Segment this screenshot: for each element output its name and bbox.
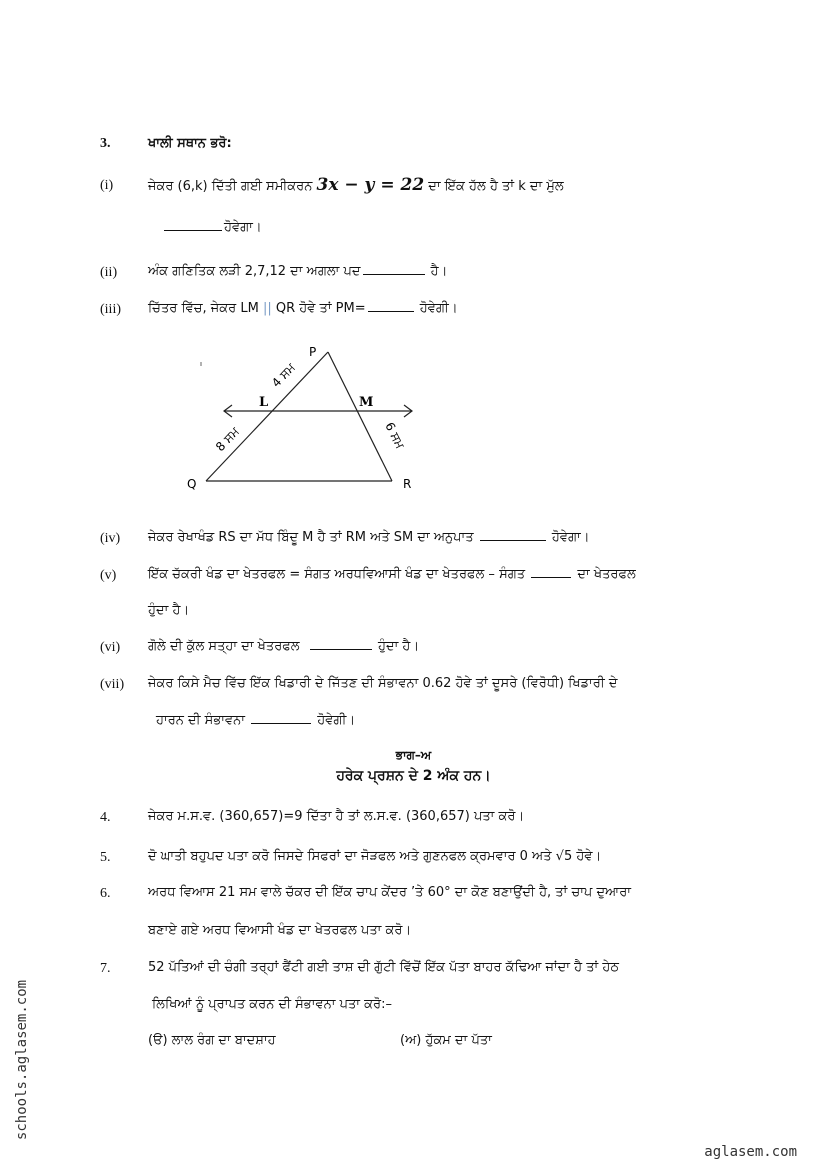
answer-blank (480, 539, 546, 541)
length-lq: 8 ਸਮ (212, 424, 242, 455)
label-l: L (259, 395, 269, 410)
item-text: ਹੋਵੇਗਾ। (224, 220, 262, 235)
question-number: 4. (100, 810, 111, 825)
item-text: ਅੰਕ ਗਣਿਤਿਕ ਲੜੀ 2,7,12 ਦਾ ਅਗਲਾ ਪਦ (148, 264, 361, 279)
answer-blank (531, 576, 571, 578)
label-p: P (309, 345, 317, 359)
item-v (148, 567, 636, 582)
item-vii: ਜੇਕਰ ਕਿਸੇ ਮੈਚ ਵਿੱਚ ਇੱਕ ਖਿਡਾਰੀ ਦੇ ਜਿੱਤਣ ਦੀ ਸੰਭਾਵਨਾ 0.62 ਹੋਵੇ ਤਾਂ ਦੂਸਰੇ (ਵਿਰੋਧੀ) ਖਿਡਾਰੀ ਦੇ (148, 676, 618, 691)
label-r: R (403, 477, 412, 491)
question-heading: ਖਾਲੀ ਸਥਾਨ ਭਰੋ: (148, 136, 232, 151)
item-label: (iii) (100, 302, 121, 317)
item-text: ਜੇਕਰ ਰੇਖਾਖੰਡ RS ਦਾ ਮੱਧ ਬਿੰਦੂ M ਹੈ ਤਾਂ RM ਅਤੇ SM ਦਾ ਅਨੁਪਾਤ (148, 530, 474, 545)
section-subtitle: ਹਰੇਕ ਪ੍ਰਸ਼ਨ ਦੇ 2 ਅੰਕ ਹਨ। (336, 768, 491, 784)
question-text-line2: ਲਿਖਿਆਂ ਨੂੰ ਪ੍ਰਾਪਤ ਕਰਨ ਦੀ ਸੰਭਾਵਨਾ ਪਤਾ ਕਰੋ:– (152, 997, 392, 1012)
item-text: ਹੋਵੇਗੀ। (419, 301, 458, 316)
parallel-symbol: || (262, 301, 272, 316)
question-text: ਜੇਕਰ ਮ.ਸ.ਵ. (360,657)=9 ਦਿੱਤਾ ਹੈ ਤਾਂ ਲ.ਸ.ਵ. (360,657) ਪਤਾ ਕਰੋ। (148, 809, 525, 824)
item-text: ਹੋਵੇਗਾ। (551, 530, 590, 545)
item-label: (vi) (100, 640, 121, 655)
side-pr (328, 352, 392, 481)
label-q: Q (187, 477, 197, 491)
length-pl: 4 ਸਮ (268, 360, 298, 391)
equation: 3x − y = 22 (316, 175, 425, 195)
item-iv (148, 530, 590, 545)
section-title: ਭਾਗ–ਅ (395, 748, 432, 762)
item-label: (i) (100, 178, 114, 193)
side-pq (206, 352, 328, 481)
question-number: 3. (100, 136, 111, 151)
footer-site: aglasem.com (704, 1144, 797, 1160)
answer-blank (251, 722, 311, 724)
question-text: 52 ਪੱਤਿਆਂ ਦੀ ਚੰਗੀ ਤਰ੍ਹਾਂ ਫੈਂਟੀ ਗਈ ਤਾਸ਼ ਦੀ ਗੁੱਟੀ ਵਿੱਚੋਂ ਇੱਕ ਪੱਤਾ ਬਾਹਰ ਕੱਢਿਆ ਜਾਂਦਾ ਹੈ ਤਾਂ ਹੇਠ (148, 960, 619, 975)
question-text-line2: ਬਣਾਏ ਗਏ ਅਰਧ ਵਿਆਸੀ ਖੰਡ ਦਾ ਖੇਤਰਫਲ ਪਤਾ ਕਰੋ। (148, 923, 412, 938)
question-number: 7. (100, 961, 111, 976)
item-text: ਦਾ ਇੱਕ ਹੱਲ ਹੈ ਤਾਂ k ਦਾ ਮੁੱਲ (428, 179, 564, 194)
item-text: ਦਾ ਖੇਤਰਫਲ (577, 567, 636, 582)
question-number: 6. (100, 886, 111, 901)
item-vi (148, 639, 419, 654)
length-mr: 6 ਸਮ (382, 420, 408, 451)
item-label: (v) (100, 568, 117, 583)
item-v-line2: ਹੁੰਦਾ ਹੈ। (148, 603, 190, 618)
triangle-figure (0, 0, 827, 520)
item-text: QR ਹੋਵੇ ਤਾਂ PM= (275, 301, 366, 316)
item-text: ਗੋਲੇ ਦੀ ਕੁੱਲ ਸਤ੍ਹਾ ਦਾ ਖੇਤਰਫਲ (148, 639, 300, 654)
item-text: ਹੁੰਦਾ ਹੈ। (377, 639, 420, 654)
label-m: M (359, 395, 374, 410)
item-text: ਚਿੱਤਰ ਵਿੱਚ, ਜੇਕਰ LM (148, 301, 259, 316)
item-label: (vii) (100, 677, 125, 692)
item-label: (iv) (100, 531, 121, 546)
item-text: ਹੋਵੇਗੀ। (317, 713, 356, 728)
watermark: schools.aglasem.com (14, 979, 30, 1141)
item-vii-line2 (156, 713, 355, 728)
option-b: (ਅ) ਹੁੱਕਮ ਦਾ ਪੱਤਾ (400, 1033, 492, 1048)
item-text: ਹਾਰਨ ਦੀ ਸੰਭਾਵਨਾ (156, 713, 245, 728)
question-number: 5. (100, 850, 111, 865)
item-text: ਹੈ। (430, 264, 448, 279)
option-a: (ੳ) ਲਾਲ ਰੰਗ ਦਾ ਬਾਦਸ਼ਾਹ (148, 1033, 276, 1048)
question-text: ਦੋ ਘਾਤੀ ਬਹੁਪਦ ਪਤਾ ਕਰੋ ਜਿਸਦੇ ਸਿਫਰਾਂ ਦਾ ਜੋੜਫਲ ਅਤੇ ਗੁਣਨਫਲ ਕ੍ਰਮਵਾਰ 0 ਅਤੇ √5 ਹੋਵੇ। (148, 849, 602, 864)
item-label: (ii) (100, 265, 118, 280)
item-text: ਇੱਕ ਚੱਕਰੀ ਖੰਡ ਦਾ ਖੇਤਰਫਲ = ਸੰਗਤ ਅਰਧਵਿਆਸੀ ਖੰਡ ਦਾ ਖੇਤਰਫਲ – ਸੰਗਤ (148, 567, 526, 582)
question-text: ਅਰਧ ਵਿਆਸ 21 ਸਮ ਵਾਲੇ ਚੱਕਰ ਦੀ ਇੱਕ ਚਾਪ ਕੇਂਦਰ ’ਤੇ 60° ਦਾ ਕੋਣ ਬਣਾਉਂਦੀ ਹੈ, ਤਾਂ ਚਾਪ ਦੁਆਰਾ (148, 885, 631, 900)
item-text: ਜੇਕਰ (6,k) ਦਿੱਤੀ ਗਈ ਸਮੀਕਰਨ (148, 179, 313, 194)
answer-blank (310, 648, 372, 650)
